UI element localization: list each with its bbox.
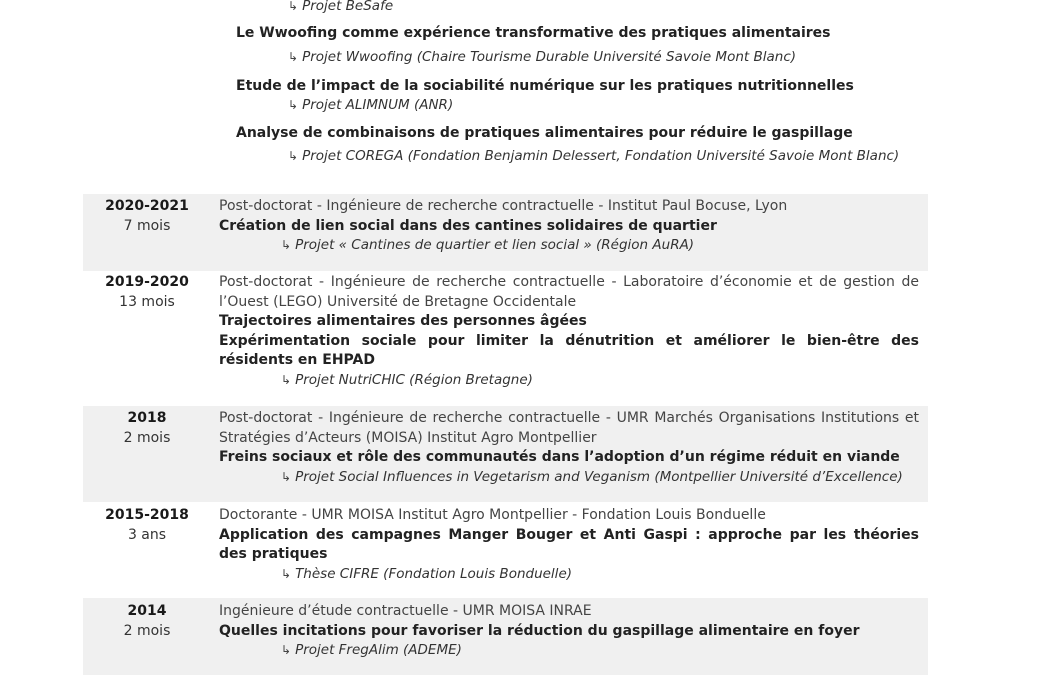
cv-entry xyxy=(83,598,928,675)
entry-project: ↳ Projet FregAlim (ADEME) xyxy=(281,642,462,658)
entry-project: ↳ Thèse CIFRE (Fondation Louis Bonduelle) xyxy=(281,565,573,582)
cv-entry xyxy=(83,406,928,502)
entry-duration: 2 mois xyxy=(123,429,171,446)
entry-period xyxy=(83,506,211,545)
entry-years: 2014 xyxy=(127,603,167,619)
project-title: Etude de l’impact de la sociabilité numérique sur les pratiques nutritionnelles xyxy=(236,78,854,94)
arrow-icon: ↳ xyxy=(281,372,292,387)
entry-years: 2019-2020 xyxy=(105,274,189,290)
arrow-icon: ↳ xyxy=(288,50,299,64)
entry-years: 2018 xyxy=(127,410,167,426)
project-ref: ↳ Projet ALIMNUM (ANR) xyxy=(288,97,454,113)
cv-entry xyxy=(83,502,928,598)
entry-duration: 3 ans xyxy=(127,526,167,543)
entry-title: Création de lien social dans des cantines solidaires de quartier xyxy=(219,217,717,234)
arrow-icon: ↳ xyxy=(281,566,292,581)
arrow-icon: ↳ xyxy=(281,643,292,657)
entry-project: ↳ Projet « Cantines de quartier et lien social » (Région AuRA) xyxy=(281,237,695,253)
entry-position: Doctorante - UMR MOISA Institut Agro Montpellier - Fondation Louis Bonduelle xyxy=(219,507,766,523)
entry-period xyxy=(83,273,211,312)
entry-years: 2020-2021 xyxy=(105,198,189,214)
entry-title: Freins sociaux et rôle des communautés dans l’adoption d’un régime réduit en viande xyxy=(219,449,900,465)
entry-period xyxy=(83,197,211,236)
entry-content xyxy=(219,409,919,487)
entry-duration: 2 mois xyxy=(123,622,171,639)
project-ref: ↳ Projet BeSafe xyxy=(288,0,394,14)
entry-period xyxy=(83,602,211,641)
entry-period xyxy=(83,409,211,448)
entry-duration: 13 mois xyxy=(119,293,175,310)
entry-project: ↳ Projet Social Influences in Vegetarism and Veganism (Montpellier Université d’Excellence) xyxy=(281,468,903,485)
entry-title: Expérimentation sociale pour limiter la dénutrition et améliorer le bien-être des résidents en EHPAD xyxy=(219,332,919,368)
arrow-icon: ↳ xyxy=(288,0,299,13)
cv-entry xyxy=(83,194,928,271)
entry-content xyxy=(219,506,919,584)
arrow-icon: ↳ xyxy=(288,98,299,112)
entry-title: Trajectoires alimentaires des personnes âgées xyxy=(219,313,587,329)
arrow-icon: ↳ xyxy=(288,149,299,163)
entry-content xyxy=(219,197,919,256)
entry-title: Quelles incitations pour favoriser la réduction du gaspillage alimentaire en foyer xyxy=(219,622,860,639)
project-title: Le Wwoofing comme expérience transformative des pratiques alimentaires xyxy=(236,25,831,41)
entry-title: Application des campagnes Manger Bouger et Anti Gaspi : approche par les théories des pratiques xyxy=(219,526,919,562)
project-ref: ↳ Projet COREGA (Fondation Benjamin Delessert, Fondation Université Savoie Mont Blanc) xyxy=(288,148,900,164)
entry-years: 2015-2018 xyxy=(105,507,189,523)
project-ref: ↳ Projet Wwoofing (Chaire Tourisme Durable Université Savoie Mont Blanc) xyxy=(288,49,797,65)
project-title: Analyse de combinaisons de pratiques alimentaires pour réduire le gaspillage xyxy=(236,125,853,141)
entry-content xyxy=(219,273,919,390)
entry-duration: 7 mois xyxy=(123,217,171,234)
cv-entry xyxy=(83,271,928,406)
entry-position: Post-doctorat - Ingénieure de recherche contractuelle - UMR Marchés Organisations Institutions et Stratégies d’Acteurs (MOISA) Institut Agro Montpellier xyxy=(219,410,919,446)
entry-position: Ingénieure d’étude contractuelle - UMR MOISA INRAE xyxy=(219,603,592,619)
entry-content xyxy=(219,602,919,661)
arrow-icon: ↳ xyxy=(281,238,292,252)
entry-project: ↳ Projet NutriCHIC (Région Bretagne) xyxy=(281,371,533,388)
entry-position: Post-doctorat - Ingénieure de recherche contractuelle - Laboratoire d’économie et de gestion de l’Ouest (LEGO) Université de Bretagne Occidentale xyxy=(219,274,919,310)
arrow-icon: ↳ xyxy=(281,469,292,484)
entry-position: Post-doctorat - Ingénieure de recherche contractuelle - Institut Paul Bocuse, Lyon xyxy=(219,198,788,214)
